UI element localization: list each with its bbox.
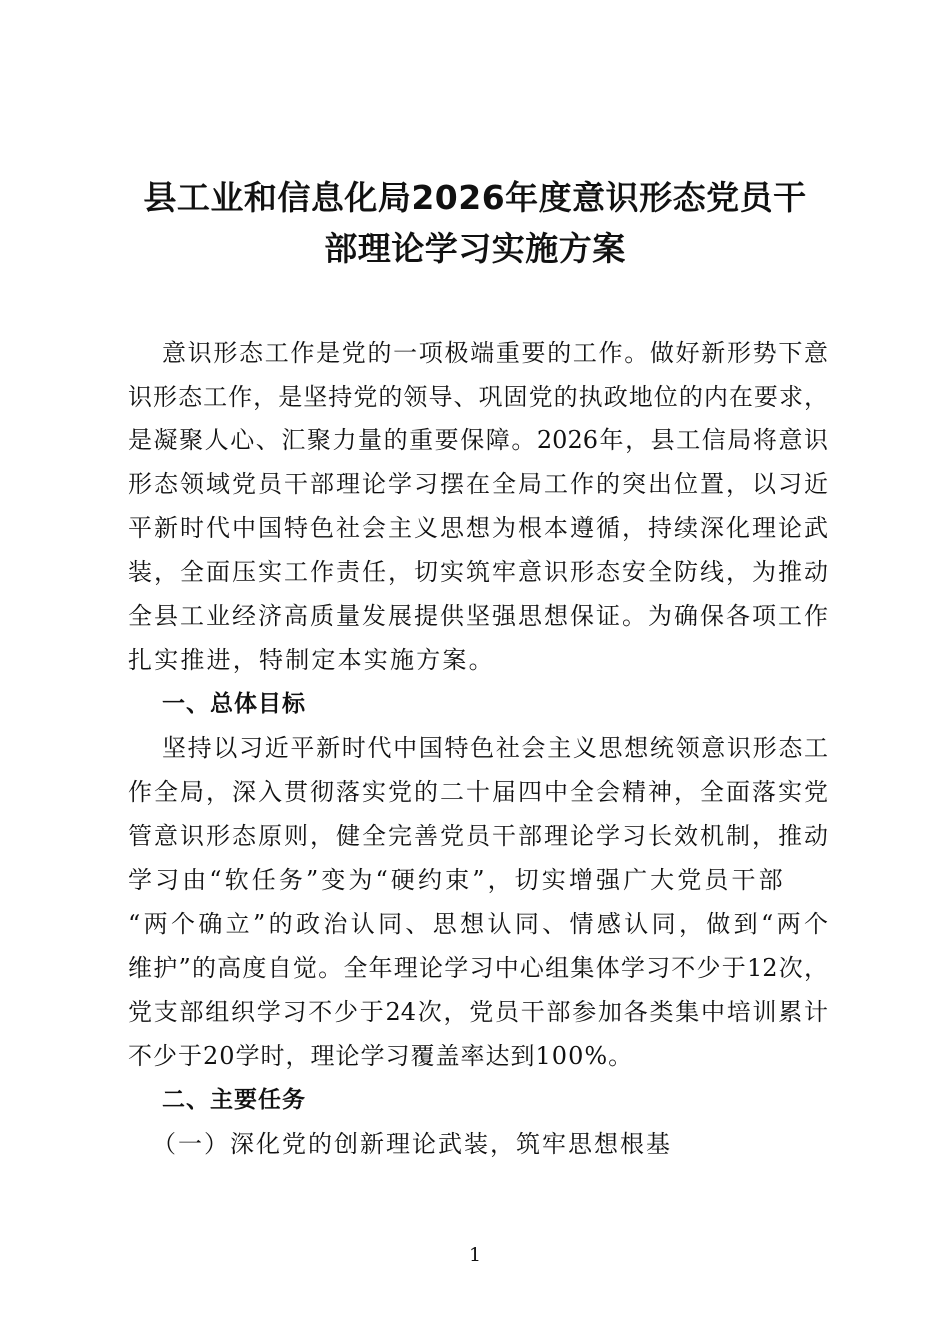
intro-paragraph-line: 装，全面压实工作责任，切实筑牢意识形态安全防线，为推动 (128, 558, 828, 586)
intro-paragraph-line: 形态领域党员干部理论学习摆在全局工作的突出位置，以习近 (128, 470, 828, 498)
subsection-heading: （一）深化党的创新理论武装，筑牢思想根基 (152, 1130, 672, 1158)
document-title-line-2: 部理论学习实施方案 (324, 229, 626, 268)
goals-paragraph-line: 作全局，深入贯彻落实党的二十届四中全会精神，全面落实党 (128, 778, 828, 806)
page-number: 1 (468, 1244, 482, 1266)
goals-paragraph-line: 学习由“软任务”变为“硬约束”，切实增强广大党员干部 (128, 866, 786, 894)
intro-paragraph-line: 是凝聚人心、汇聚力量的重要保障。2026年，县工信局将意识 (128, 426, 828, 454)
document-title-line-1: 县工业和信息化局2026年度意识形态党员干 (143, 178, 807, 217)
goals-paragraph-line: 维护”的高度自觉。全年理论学习中心组集体学习不少于12次， (128, 954, 828, 982)
goals-paragraph-line: 坚持以习近平新时代中国特色社会主义思想统领意识形态工 (162, 734, 828, 762)
section-heading-overall-goals: 一、总体目标 (162, 691, 306, 717)
intro-paragraph-line: 意识形态工作是党的一项极端重要的工作。做好新形势下意 (162, 339, 828, 367)
goals-paragraph-line: 管意识形态原则，健全完善党员干部理论学习长效机制，推动 (128, 822, 828, 850)
goals-paragraph-line: 党支部组织学习不少于24次，党员干部参加各类集中培训累计 (128, 998, 828, 1026)
intro-paragraph-line: 识形态工作，是坚持党的领导、巩固党的执政地位的内在要求， (128, 383, 828, 411)
goals-paragraph-line: 不少于20学时，理论学习覆盖率达到100%。 (128, 1042, 634, 1070)
goals-paragraph-line: “两个确立”的政治认同、思想认同、情感认同，做到“两个 (128, 910, 828, 938)
intro-paragraph-line: 全县工业经济高质量发展提供坚强思想保证。为确保各项工作 (128, 602, 828, 630)
intro-paragraph-line: 平新时代中国特色社会主义思想为根本遵循，持续深化理论武 (128, 514, 828, 542)
section-heading-main-tasks: 二、主要任务 (162, 1087, 306, 1113)
intro-paragraph-line: 扎实推进，特制定本实施方案。 (128, 646, 495, 674)
